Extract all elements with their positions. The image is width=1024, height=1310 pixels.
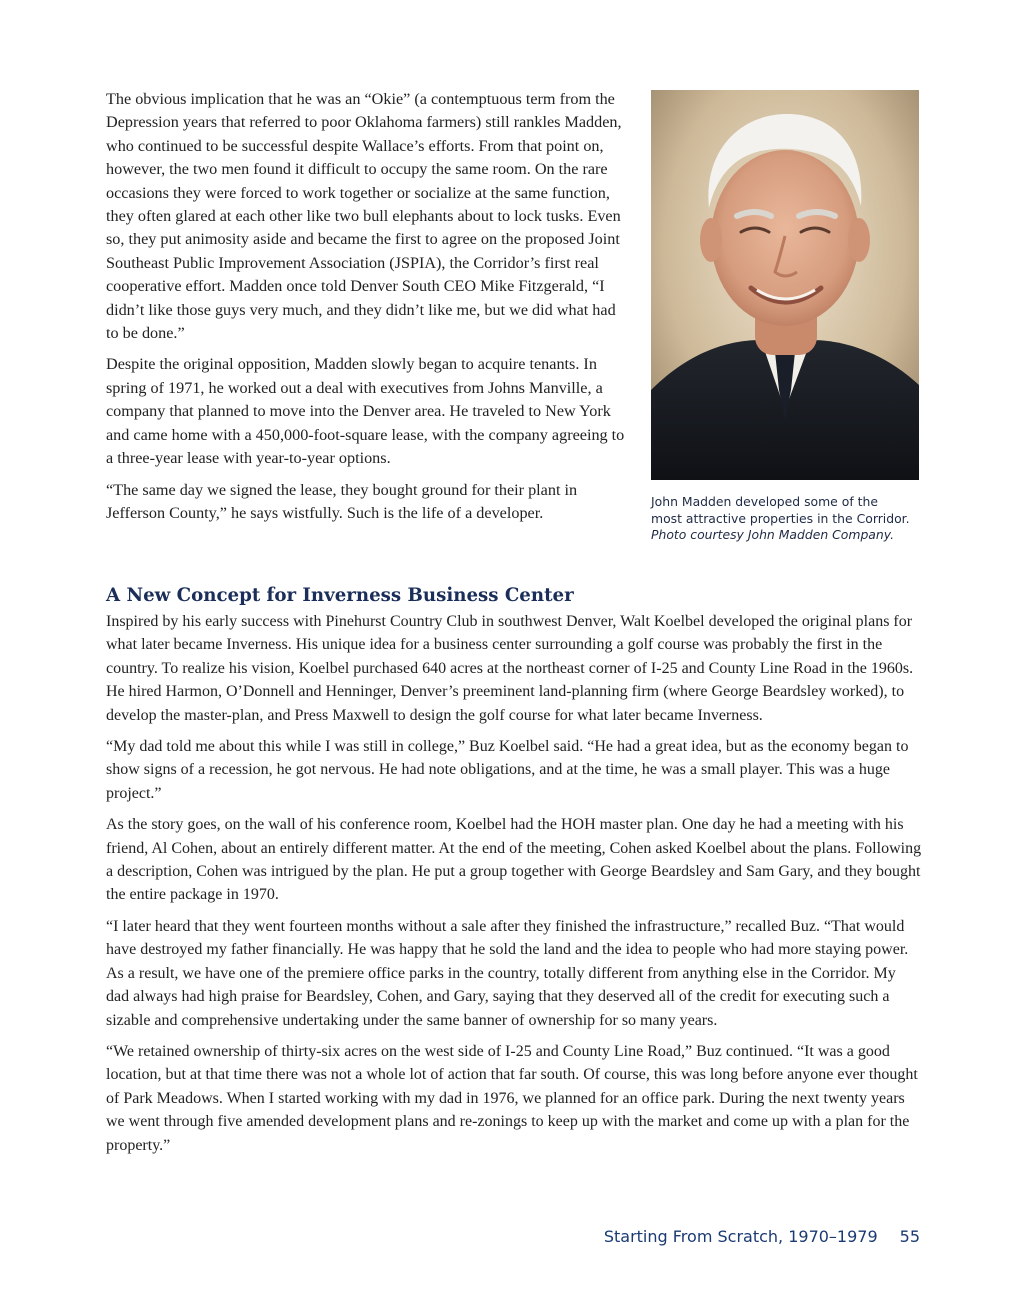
top-paragraph-2: Despite the original opposition, Madden slowly began to acquire tenants. In spring of 1971, he worked out a deal with executives from Johns Manville, a company that planned to move into the Denver area. He traveled to New York and came home with a 450,000-foot-square lease, with the company agreeing to a three-year lease with year-to-year options. [106,355,625,468]
section-paragraph-3: As the story goes, on the wall of his conference room, Koelbel had the HOH master plan. One day he had a meeting with his friend, Al Cohen, about an entirely different matter. At the end of the meeting, Cohen asked Koelbel about the plans. Following a description, Cohen was intrigued by the plan. He put a group together with George Beardsley and Sam Gary, and they bought the entire package in 1970. [106,816,922,904]
section-heading: A New Concept for Inverness Business Center [106,585,574,606]
portrait-photo [651,90,919,480]
photo-caption [651,494,941,544]
top-paragraph-3: “The same day we signed the lease, they bought ground for their plant in Jefferson County,” he says wistfully. Such is the life of a developer. [106,480,578,522]
section-paragraph-4: “I later heard that they went fourteen months without a sale after they finished the infrastructure,” recalled Buz. “That would have destroyed my father financially. He was happy that he sold the land and the idea to people who had more staying power. As a result, we have one of the premiere office parks in the country, totally different from anything else in the Corridor. My dad always had high praise for Beardsley, Cohen, and Gary, saying that they deserved all of the credit for executing such a sizable and comprehensive undertaking under the same banner of ownership for so many years. [106,917,909,1029]
inverness-section [106,584,922,1165]
caption-line-1: John Madden developed some of the [651,494,878,509]
top-paragraph-1: The obvious implication that he was an “Okie” (a contemptuous term from the Depression years that referred to poor Oklahoma farmers) still rankles Madden, who continued to be successful despite Wallace’s efforts. From that point on, however, the two men found it difficult to occupy the same room. On the rare occasions they were forced to work together or socialize at the same function, they often glared at each other like two bull elephants about to lock tusks. Even so, they put animosity aside and became the first to agree on the proposed Joint Southeast Public Improvement Association (JSPIA), the Corridor’s first real cooperative effort. Madden once told Denver South CEO Mike Fitzgerald, “I didn’t like those guys very much, and they didn’t like me, but we did what had to be done.” [106,90,622,343]
section-paragraph-5: “We retained ownership of thirty-six acres on the west side of I-25 and County Line Road,” Buz continued. “It was a good location, but at that time there was not a whole lot of action that far south. Of course, this was long before anyone ever thought of Park Meadows. When I started working with my dad in 1976, we planned for an office park. During the next twenty years we went through five amended development plans and re-zonings to keep up with the market and come up with a plan for the property.” [106,1042,918,1154]
portrait-illustration [651,90,919,480]
running-title: Starting From Scratch, 1970–1979 [603,1227,878,1246]
caption-line-2: most attractive properties in the Corridor. [651,510,910,526]
page-footer [604,1227,920,1246]
top-text-column [106,88,630,533]
photo-credit: Photo courtesy John Madden Company. [651,527,895,542]
page-number: 55 [899,1227,920,1246]
section-paragraph-2: “My dad told me about this while I was still in college,” Buz Koelbel said. “He had a great idea, but as the economy began to show signs of a recession, he got nervous. He had note obligations, and at the time, he was a small player. This was a huge project.” [106,738,909,802]
section-paragraph-1: Inspired by his early success with Pinehurst Country Club in southwest Denver, Walt Koelbel developed the original plans for what later became Inverness. His unique idea for a business center surrounding a golf course was probably the first in the country. To realize his vision, Koelbel purchased 640 acres at the northeast corner of I-25 and County Line Road in the 1960s. He hired Harmon, O’Donnell and Henninger, Denver’s preeminent land-planning firm (where George Beardsley worked), to develop the master-plan, and Press Maxwell to design the golf course for what later became Inverness. [106,613,914,724]
